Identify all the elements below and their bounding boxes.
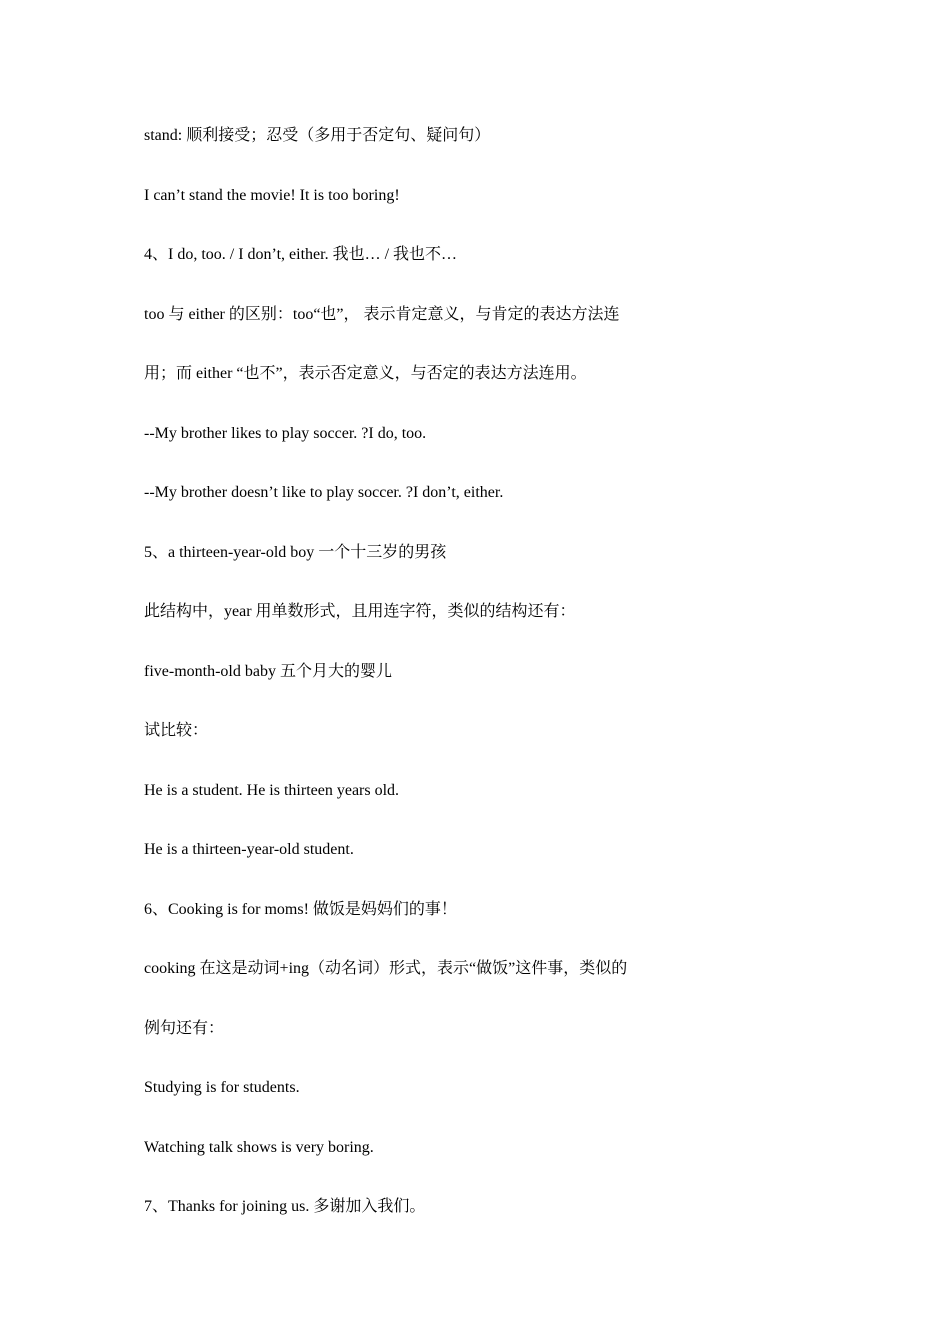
text-line: He is a student. He is thirteen years old. <box>144 781 400 799</box>
text-line: stand: 顺利接受；忍受（多用于否定句、疑问句） <box>144 127 491 144</box>
text-line: Studying is for students. <box>144 1079 300 1096</box>
text-line: 6、Cooking is for moms! 做饭是妈妈们的事！ <box>144 900 457 918</box>
text-line: Watching talk shows is very boring. <box>144 1138 374 1156</box>
document-body <box>144 124 904 1255</box>
text-line: 例句还有： <box>144 1019 225 1037</box>
text-line: 7、Thanks for joining us. 多谢加入我们。 <box>144 1198 426 1215</box>
text-line: 5、a thirteen-year-old boy 一个十三岁的男孩 <box>144 543 447 561</box>
text-line: too 与 either 的区别：too“也”， 表示肯定意义，与肯定的表达方法连 <box>144 305 620 323</box>
text-line: He is a thirteen-year-old student. <box>144 841 354 858</box>
text-line: --My brother doesn’t like to play soccer. ?I don’t, either. <box>144 484 504 501</box>
text-line: --My brother likes to play soccer. ?I do, too. <box>144 424 427 442</box>
text-line: 此结构中，year 用单数形式，且用连字符，类似的结构还有： <box>144 603 576 620</box>
text-line: I can’t stand the movie! It is too boring! <box>144 186 400 204</box>
text-line: cooking 在这是动词+ing（动名词）形式，表示“做饭”这件事，类似的 <box>144 960 628 977</box>
text-line: 用；而 either “也不”，表示否定意义，与否定的表达方法连用。 <box>144 365 587 382</box>
text-line: 4、I do, too. / I don’t, either. 我也… / 我也不… <box>144 246 458 263</box>
text-line: five-month-old baby 五个月大的婴儿 <box>144 662 392 680</box>
text-line: 试比较： <box>144 722 209 739</box>
